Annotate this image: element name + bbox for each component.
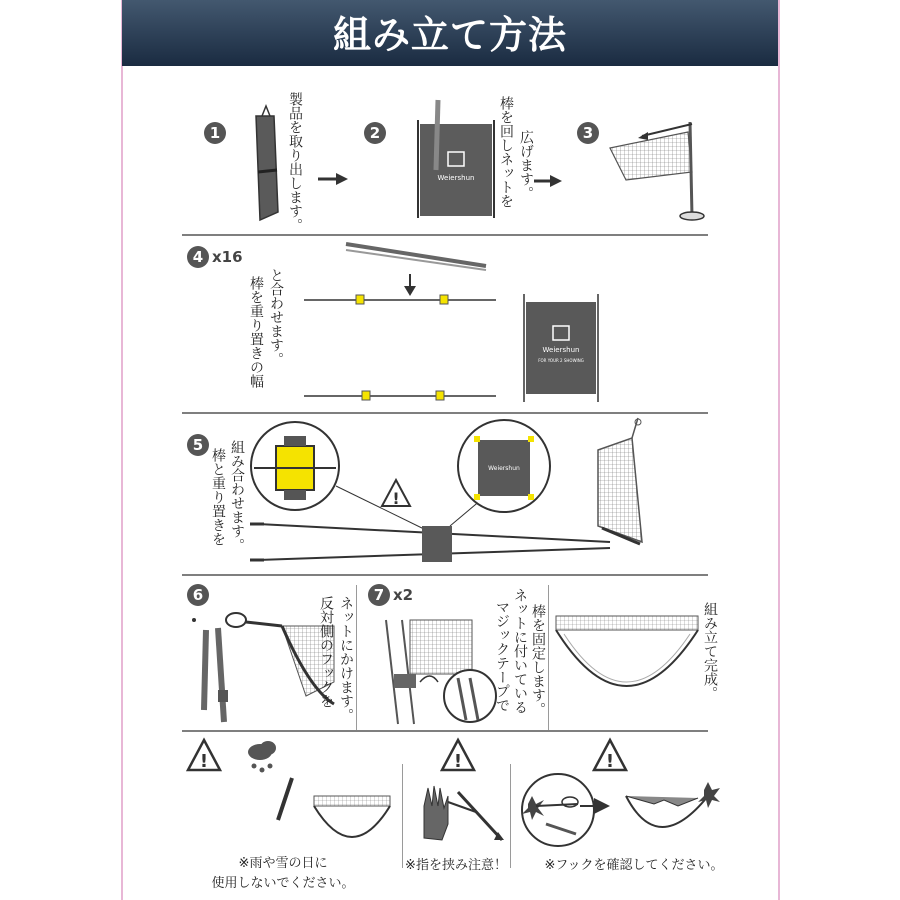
- folded-product-illustration: [246, 112, 286, 224]
- step-3-badge: 3: [577, 122, 599, 144]
- net-spread-illustration: [608, 118, 712, 224]
- right-frame-line: [778, 0, 780, 900]
- vertical-divider: [510, 764, 511, 868]
- rod-assembly-illustration: [250, 418, 650, 570]
- step-6-badge: 6: [187, 584, 209, 606]
- hook-check-illustration: [518, 772, 724, 852]
- svg-text:!: !: [199, 751, 209, 772]
- step-8-text: 組み立て完成。: [702, 602, 718, 700]
- caution-1-text: [170, 854, 396, 894]
- step-2-badge: 2: [364, 122, 386, 144]
- rain-cloud-icon: [244, 740, 280, 780]
- step-7-text-b: ネットに付いている: [512, 588, 528, 714]
- step-7-multiplier: x2: [393, 586, 414, 604]
- completed-net-illustration: [552, 612, 704, 716]
- svg-text:!: !: [453, 751, 463, 772]
- step-5-text-a: 棒と重り置きを: [210, 448, 226, 546]
- velcro-rod-illustration: [380, 616, 500, 728]
- caution-1-line2: 使用しないでください。: [211, 876, 355, 891]
- svg-text:!: !: [392, 489, 400, 508]
- caution-1-line1: ※雨や雪の日に: [238, 856, 328, 871]
- svg-text:!: !: [605, 751, 615, 772]
- upright-net-illustration: [592, 416, 646, 550]
- step-7-text-c: 棒を固定します。: [530, 604, 546, 716]
- vertical-divider: [402, 764, 403, 868]
- step-7-text-a: マジックテープで: [494, 600, 510, 712]
- finger-pinch-illustration: [418, 782, 506, 844]
- section-divider: [182, 574, 708, 576]
- arrow-right-icon: [318, 172, 348, 186]
- step-4-multiplier: x16: [212, 248, 243, 266]
- warning-icon: [592, 738, 628, 772]
- left-frame-line: [121, 0, 123, 900]
- step-2-text-b: 広げます。: [518, 130, 534, 200]
- weight-base-illustration: [522, 292, 600, 404]
- warning-icon: [186, 738, 222, 772]
- warning-icon: [440, 738, 476, 772]
- header-banner: [122, 0, 778, 66]
- vertical-divider: [548, 585, 549, 730]
- step-6-text-b: ネットにかけます。: [338, 596, 354, 722]
- section-divider: [182, 412, 708, 414]
- section-divider: [182, 234, 708, 236]
- step-1-text: 製品を取り出します。: [287, 92, 303, 232]
- rain-caution-illustration: [274, 776, 396, 848]
- brand-tag-text: FOR YOUR 2 SHOWING: [538, 358, 584, 363]
- caution-2-text: ※指を挟み注意！: [405, 858, 507, 873]
- net-unfold-illustration: [414, 100, 504, 220]
- step-1-badge: 1: [204, 122, 226, 144]
- step-4-text-b: と合わせます。: [268, 268, 284, 366]
- page-title: 組み立て方法: [332, 13, 567, 57]
- step-2-text-a: 棒を回しネットを: [498, 96, 514, 208]
- brand-logo-text: Weiershun: [437, 174, 475, 182]
- step-4-text-a: 棒を重り置きの幅: [248, 276, 264, 388]
- caution-3-text: ※フックを確認してください。: [544, 858, 724, 873]
- step-4-badge: 4: [187, 246, 209, 268]
- step-6-text-a: 反対側のフックを: [318, 596, 334, 708]
- rod-alignment-illustration: [300, 238, 500, 402]
- step-7-badge: 7: [368, 584, 390, 606]
- step-5-text-b: 組み合わせます。: [229, 440, 245, 552]
- brand-logo-text: Weiershun: [488, 465, 520, 472]
- brand-logo-text: Weiershun: [542, 346, 580, 354]
- arrow-right-icon: [534, 174, 562, 188]
- step-5-badge: 5: [187, 434, 209, 456]
- vertical-divider: [356, 585, 357, 730]
- section-divider: [182, 730, 708, 732]
